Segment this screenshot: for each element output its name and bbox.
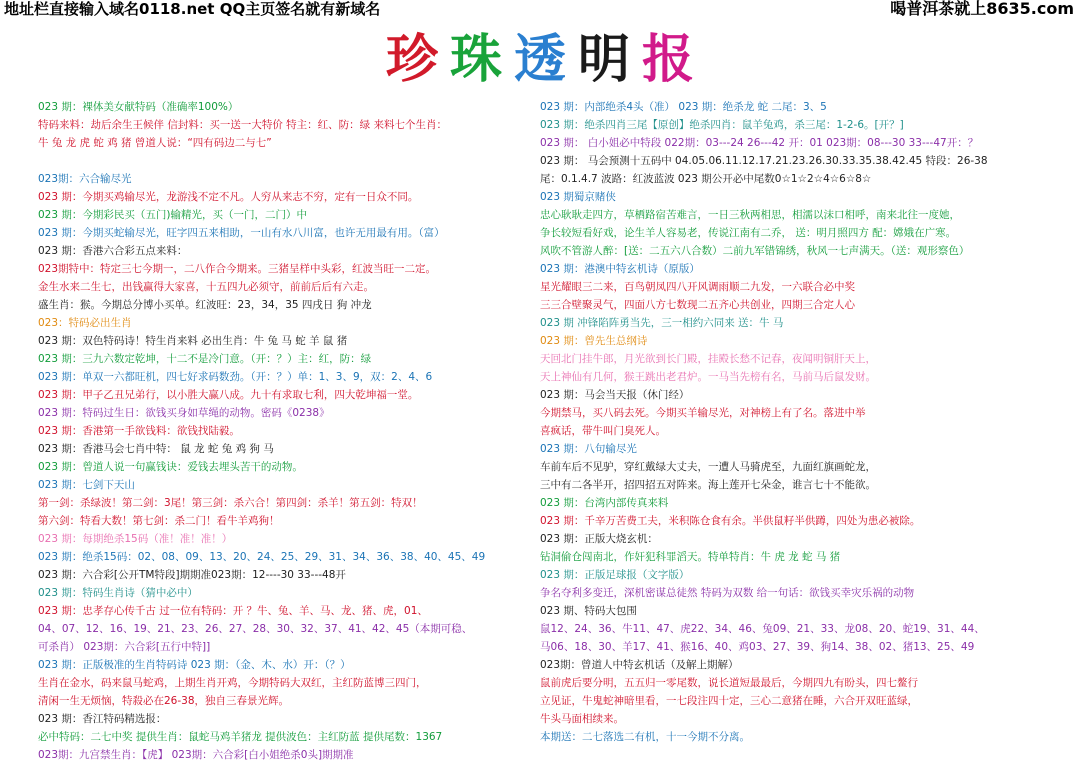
text-line: 023 期：正版极准的生肖特码诗 023 期：（金、木、水）开：（？） bbox=[38, 659, 351, 671]
text-line: 023 期：单双一六都旺机，四七好求码数劲。（开：？）单：1、3、9，双：2、4、6 bbox=[38, 371, 433, 383]
header-left-text: 地址栏直接输入域名0118.net QQ主页签名就有新域名 bbox=[4, 0, 381, 18]
text-line: 023 期：正版大烧玄机： bbox=[540, 533, 658, 545]
text-line: 023 期：今期买鸡输尽光，龙游浅不定不凡。人穷从来志不穷，定有一日众不同。 bbox=[38, 191, 419, 203]
text-line: 清闲一生无烦恼，特殺必在26-38，独自三春景光辉。 bbox=[38, 695, 290, 707]
text-line: 023期：九宫禁生肖：【虎】 023期：六合彩[白小姐绝杀0头]期期准 bbox=[38, 749, 354, 761]
text-line: 023 期：曾先生总纲诗 bbox=[540, 335, 648, 347]
text-line: 生肖在金水，码来鼠马蛇鸡，上期生肖开鸡，今期特码大双红，主红防蓝博三四门， bbox=[38, 677, 427, 689]
text-line: 星光耀眼三二来，百鸟朝凤四八开风调雨顺二九发，一六联合必中奖 bbox=[540, 281, 855, 293]
text-line: 023期：曾道人中特玄机话（及解上期解） bbox=[540, 659, 739, 671]
text-line: 忠心耿耿走四方，草栖路宿苦难言，一日三秋两相思，相濡以沫口相呼，南来北往一度她， bbox=[540, 209, 960, 221]
text-line: 喜疯话，带牛叫门臭死人。 bbox=[540, 425, 666, 437]
text-line: 023 期：绝杀四肖三尾【原创】绝杀四肖：鼠羊兔鸡，杀三尾：1-2-6。[开？] bbox=[540, 119, 904, 131]
text-line: 马06、18、30、羊17、41、猴16、40、鸡03、27、39、狗14、38、02、猪13、25、49 bbox=[540, 641, 975, 653]
text-line: 第一剑：杀绿波！第二剑：3尾！第三剑：杀六合！第四剑：杀羊！第五剑：特双！ bbox=[38, 497, 423, 509]
text-line: 023 期：甲子乙丑兄弟行，以小胜大赢八成。九十有求取七利，四大乾坤福一堂。 bbox=[38, 389, 419, 401]
text-line: 023 期：千辛万苦费工夫，米积陈仓食有余。半供鼠籽半供蹲，四处为患必被除。 bbox=[540, 515, 921, 527]
text-line: 本期送：二七落选二有机，十一今期不分离。 bbox=[540, 731, 750, 743]
text-line: 023 期：八句输尽光 bbox=[540, 443, 637, 455]
text-line: 争长较短看好戏，论生羊人容易老，传说江南有二乔， 送：明月照四方 配：嫦娥在广寒。 bbox=[540, 227, 957, 239]
text-line: 天回北门挂牛郎，月光欲到长门殿，挂殿长愁不记春，夜闻明铜肝天上， bbox=[540, 353, 876, 365]
title-char: 明 bbox=[578, 29, 631, 90]
text-line: 鼠12、24、36、牛11、47、虎22、34、46、兔09、21、33、龙08、20、蛇19、31、44、 bbox=[540, 623, 985, 635]
title-char: 透 bbox=[513, 29, 566, 90]
title-char: 珍 bbox=[385, 29, 438, 90]
text-line: 三三合壁聚灵气，四面八方七数现二五齐心共创业，四期三合定人心 bbox=[540, 299, 855, 311]
text-line: 023 期：六合彩[公开TM特段]期期准023期：12----30 33---48开 bbox=[38, 569, 346, 581]
text-line: 023 期：香港六合彩五点来料： bbox=[38, 245, 188, 257]
text-line: 023 期：正版足球报（文字版） bbox=[540, 569, 690, 581]
text-line bbox=[38, 152, 510, 170]
title-char: 报 bbox=[642, 29, 695, 90]
left-column bbox=[38, 98, 510, 764]
text-line: 三中有二各半开，招四招五对阵来。海上莲开七朵金，谁言七十不能欲。 bbox=[540, 479, 876, 491]
text-line: 车前车后不见驴，穿红戴绿大丈夫，一遭人马骑虎至，九面红旗画蛇龙， bbox=[540, 461, 876, 473]
text-line: 023 期：裸体美女献特码（准确率100%） bbox=[38, 101, 239, 113]
text-line: 牛 兔 龙 虎 蛇 鸡 猪 曾道人说：“四有码边二与七” bbox=[38, 137, 272, 149]
text-line: 023 期：港澳中特玄机诗（原版） bbox=[540, 263, 700, 275]
title-char: 珠 bbox=[449, 29, 502, 90]
text-line: 023 期：香江特码精选报： bbox=[38, 713, 167, 725]
text-line: 钻洞偷仓闯南北，作奸犯科罪滔天。特单特肖：牛 虎 龙 蛇 马 猪 bbox=[540, 551, 841, 563]
text-line: 04、07、12、16、19、21、23、26、27、28、30、32、37、41、42、45（本期可稳、 bbox=[38, 623, 473, 635]
text-line: 023 期：今期买蛇输尽光，旺字四五来相助，一山有水八川富，也许无用最有用。（富） bbox=[38, 227, 445, 239]
text-line: 023 期：马会当天报（休门经） bbox=[540, 389, 690, 401]
text-line: 023 期：绝杀15码：02、08、09、13、20、24、25、29、31、34、36、38、40、45、49 bbox=[38, 551, 486, 563]
text-line: 023 期：忠孝存心传千古 过一位有特码：开 ？牛、兔、羊、马、龙、猪、虎，01、 bbox=[38, 605, 428, 617]
text-line: 今期禁马，买八码去死。今期买羊输尽光，对神榜上有了名。落进中举 bbox=[540, 407, 866, 419]
header-right-text: 喝普洱茶就上8635.com bbox=[890, 0, 1074, 18]
text-line: 023 期：曾道人说一句赢钱诀：爱钱去埋头苦干的动物。 bbox=[38, 461, 303, 473]
text-line: 023 期、特码大包围 bbox=[540, 605, 637, 617]
text-line: 必中特码：二七中奖 提供生肖：鼠蛇马鸡羊猪龙 提供波色：主红防蓝 提供尾数：1367 bbox=[38, 731, 443, 743]
text-line: 023 期：特码过生日：欲钱买身如草绳的动物。密码《0238》 bbox=[38, 407, 330, 419]
text-line: 盛生肖：猴。今期总分博小买单。红波旺：23，34，35 四戌日 狗 冲龙 bbox=[38, 299, 372, 311]
text-line: 023 期：三九六数定乾坤，十二不是冷门意。（开：？）主：红，防：绿 bbox=[38, 353, 372, 365]
text-line: 023 期： 马会预测十五码中 04.05.06.11.12.17.21.23.26.30.33.35.38.42.45 特段：26-38 bbox=[540, 155, 988, 167]
text-line: 023期：六合输尽光 bbox=[38, 173, 132, 185]
text-line: 023 期：每期绝杀15码（准！准！准！） bbox=[38, 533, 233, 545]
text-line: 023 期 冲锋陷阵勇当先，三一相约六同来 送：牛 马 bbox=[540, 317, 784, 329]
text-line: 023 期：今期彩民买（五门)输精光，买（一门，二门）中 bbox=[38, 209, 307, 221]
text-line: 023 期：七剑下天山 bbox=[38, 479, 135, 491]
text-line: 023 期蜀京赌侠 bbox=[540, 191, 616, 203]
page-title bbox=[0, 30, 1080, 92]
text-line: 第六剑：特看大数！第七剑：杀二门！看牛羊鸡狗！ bbox=[38, 515, 280, 527]
text-line: 风吹不管游人醉：[送：二五六八合数）二前九军错锦绣，秋风一七声满天。（送：观形察色） bbox=[540, 245, 970, 257]
text-line: 023 期：台湾内部传真来料 bbox=[540, 497, 669, 509]
text-line: 特码来料：劫后余生王候伴 信封料：买一送一大特价 特主：红、防：绿 来料七个生肖： bbox=[38, 119, 448, 131]
text-line: 金生水来二生七，出钱赢得大家喜，十五四九必须守，前前后后有六走。 bbox=[38, 281, 374, 293]
text-line: 023期特中：特定三七今期一，二八作合今期来。三猪呈样中头彩，红波当旺一二定。 bbox=[38, 263, 437, 275]
text-line: 天上神仙有几何，猴王跳出老君炉。一马当先榜有名，马前马后鼠发财。 bbox=[540, 371, 876, 383]
text-line: 023 期：内部绝杀4头（准） 023 期：绝杀龙 蛇 二尾：3、5 bbox=[540, 101, 827, 113]
text-line: 023 期： 白小姐必中特段 022期：03---24 26---42 开：01 023期：08---30 33---47开：？ bbox=[540, 137, 979, 149]
text-line: 立见证，牛鬼蛇神暗里看，一七段注四十定，三心二意猪在睡，六合开双旺蓝绿， bbox=[540, 695, 918, 707]
text-line: 尾：0.1.4.7 波路：红波蓝波 023 期公开必中尾数0☆1☆2☆4☆6☆8☆ bbox=[540, 173, 872, 185]
text-line: 023 期：特码生肖诗（猜中必中） bbox=[38, 587, 198, 599]
text-line: 争名夺利多变迁，深机密谋总徒然 特码为双数 给一句话：欲钱买幸灾乐祸的动物 bbox=[540, 587, 915, 599]
text-line: 牛头马面相续来。 bbox=[540, 713, 624, 725]
text-line: 023 期：香港第一手欲钱料：欲钱找陆毅。 bbox=[38, 425, 240, 437]
text-line: 鼠前虎后要分明，五五归一零尾数，说长道短最最后，今期四九有盼头，四七鳌行 bbox=[540, 677, 918, 689]
text-line: 023 期：双色特码诗！特生肖来料 必出生肖：牛 兔 马 蛇 羊 鼠 猪 bbox=[38, 335, 348, 347]
text-line: 023 期：香港马会七肖中特： 鼠 龙 蛇 兔 鸡 狗 马 bbox=[38, 443, 274, 455]
text-line: 可杀肖） 023期：六合彩[五行中特]] bbox=[38, 641, 211, 653]
right-column bbox=[540, 98, 1040, 746]
text-line: 023：特码必出生肖 bbox=[38, 317, 132, 329]
